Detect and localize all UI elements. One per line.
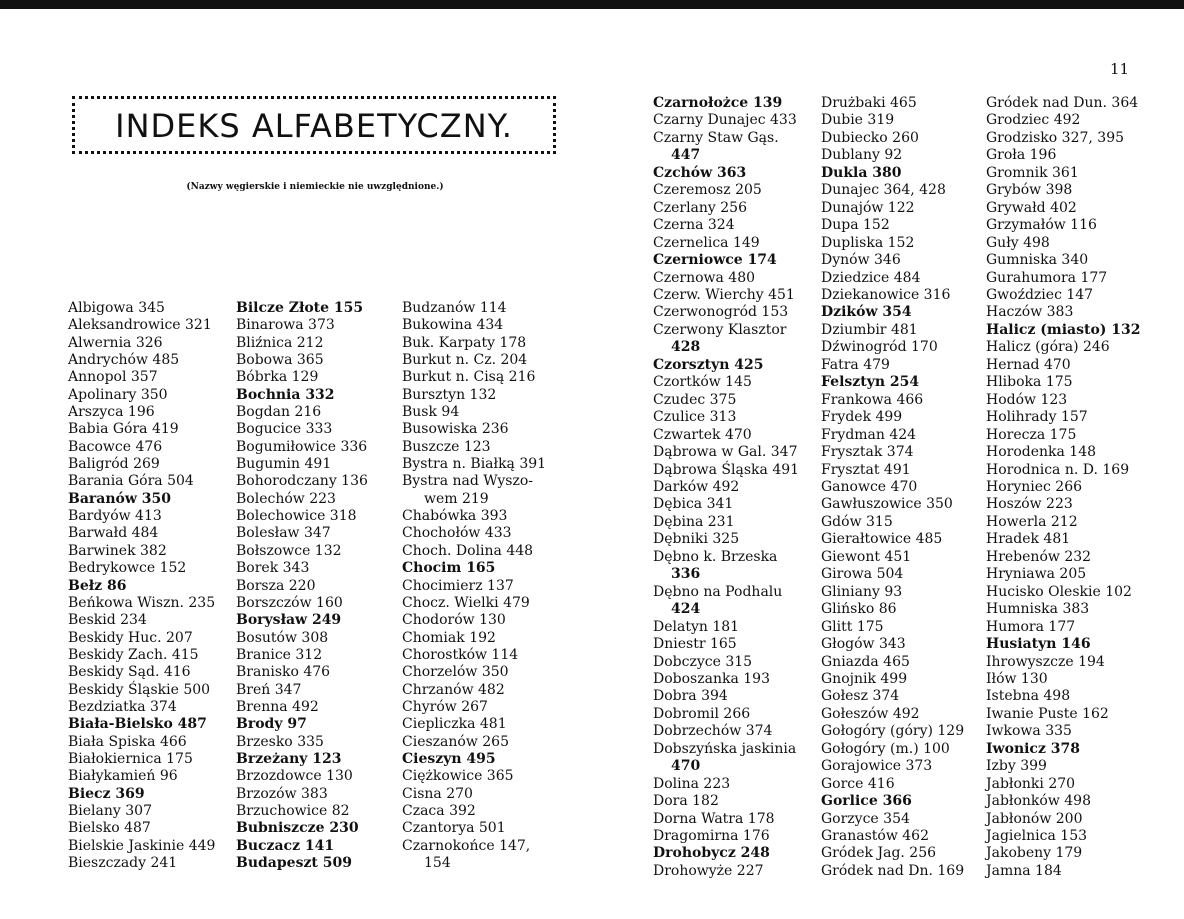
- index-entry: Gołogóry (m.) 100: [821, 740, 950, 757]
- index-entry: Bolechowice 318: [236, 508, 357, 525]
- index-entry: Girowa 504: [821, 566, 904, 583]
- index-entry: Drużbaki 465: [821, 95, 917, 111]
- index-entry: Gołesz 374: [821, 688, 900, 705]
- index-entry: Czerwonogród 153: [653, 304, 789, 321]
- index-entry: Annopol 357: [68, 369, 158, 386]
- index-entry: Barwałd 484: [68, 525, 159, 542]
- page-number: 11: [1110, 60, 1130, 78]
- index-entry: Bogucice 333: [236, 421, 333, 438]
- index-entry: Burkut n. Cisą 216: [402, 369, 536, 386]
- index-entry: Howerla 212: [986, 513, 1078, 530]
- index-entry: Izby 399: [986, 758, 1047, 775]
- index-entry: Branisko 476: [236, 664, 331, 681]
- index-entry: Brody 97: [236, 716, 307, 733]
- index-entry: Czarnokońce 147,: [402, 837, 531, 854]
- index-entry: Alwernia 326: [68, 334, 163, 351]
- index-entry: Humora 177: [986, 618, 1076, 635]
- index-entry: Baranów 350: [68, 490, 172, 507]
- index-entry: Grodziec 492: [986, 112, 1081, 129]
- index-entry: Hernad 470: [986, 356, 1071, 373]
- index-entry: Breń 347: [236, 681, 302, 698]
- index-entry: Albigowa 345: [68, 300, 165, 316]
- index-entry: Bukowina 434: [402, 317, 504, 334]
- index-entry: 154: [424, 855, 451, 871]
- index-entry: Chocim 165: [402, 560, 496, 577]
- index-entry: 470: [671, 758, 701, 775]
- index-entry: Chyrów 267: [402, 698, 488, 715]
- index-entry: Jakobeny 179: [986, 845, 1083, 862]
- index-entry: Czerna 324: [653, 217, 735, 234]
- index-entry: Beskid 234: [68, 612, 147, 629]
- title-frame: [72, 96, 556, 154]
- index-entry: Gierałtowice 485: [821, 531, 943, 548]
- index-entry: Jabłonki 270: [986, 775, 1076, 792]
- index-entry: Czarnołożce 139: [653, 95, 783, 111]
- index-entry: Biecz 369: [68, 785, 145, 802]
- index-entry: Dukla 380: [821, 164, 902, 181]
- index-entry: Bełz 86: [68, 577, 127, 594]
- index-entry: Dobra 394: [653, 688, 728, 705]
- index-entry: Czarny Staw Gąs.: [653, 129, 779, 146]
- index-entry: Bystra nad Wyszo-: [402, 473, 533, 490]
- index-entry: Hradek 481: [986, 531, 1071, 548]
- index-entry: Gołeszów 492: [821, 705, 920, 722]
- index-entry: Hodów 123: [986, 391, 1068, 408]
- index-entry: Chrzanów 482: [402, 681, 505, 698]
- index-entry: Iłów 130: [986, 670, 1048, 687]
- index-entry: Bolesław 347: [236, 525, 331, 542]
- index-entry: Aleksandrowice 321: [68, 317, 212, 334]
- index-entry: Grodzisko 327, 395: [986, 129, 1125, 146]
- index-entry: Brzeżany 123: [236, 750, 342, 767]
- index-entry: Dubie 319: [821, 112, 895, 129]
- index-entry: Dębno k. Brzeska: [653, 548, 778, 565]
- index-entry: Gorajowice 373: [821, 758, 933, 775]
- index-entry: Dunajec 364, 428: [821, 182, 946, 199]
- index-column-3: [402, 300, 546, 872]
- index-entry: Granastów 462: [821, 828, 929, 845]
- index-entry: Bogumiłowice 336: [236, 438, 368, 455]
- index-entry: Bedrykowce 152: [68, 560, 187, 577]
- index-entry: Hryniawa 205: [986, 566, 1087, 583]
- index-entry: Gorlice 366: [821, 793, 912, 810]
- index-entry: Gniazda 465: [821, 653, 910, 670]
- index-entry: Ihrowyszcze 194: [986, 653, 1105, 670]
- index-entry: Apolinary 350: [68, 386, 168, 403]
- index-entry: Jagielnica 153: [986, 828, 1088, 845]
- index-entry: Gródek nad Dun. 364: [986, 95, 1139, 111]
- index-entry: Hliboka 175: [986, 374, 1073, 391]
- index-entry: Iwonicz 378: [986, 740, 1081, 757]
- index-entry: wem 219: [424, 490, 489, 507]
- index-entry: Barwinek 382: [68, 542, 167, 559]
- index-entry: Chochołów 433: [402, 525, 512, 542]
- index-entry: Husiatyn 146: [986, 636, 1091, 653]
- index-entry: Jamna 184: [986, 862, 1062, 879]
- index-column-1: [68, 300, 215, 872]
- index-entry: Dębica 341: [653, 496, 734, 513]
- index-entry: Hucisko Oleskie 102: [986, 583, 1132, 600]
- index-entry: Biała-Bielsko 487: [68, 716, 207, 733]
- index-entry: Dublany 92: [821, 147, 903, 164]
- index-entry: Borysław 249: [236, 612, 342, 629]
- index-entry: Czerw. Wierchy 451: [653, 286, 795, 303]
- index-entry: Frysztat 491: [821, 461, 911, 478]
- index-entry: Halicz (miasto) 132: [986, 321, 1141, 338]
- index-entry: Bielskie Jaskinie 449: [68, 837, 216, 854]
- index-entry: Gumniska 340: [986, 252, 1089, 269]
- index-entry: Chorzelów 350: [402, 664, 509, 681]
- index-entry: 428: [671, 339, 701, 356]
- index-entry: Busk 94: [402, 404, 460, 421]
- index-entry: Bystra n. Białką 391: [402, 456, 547, 473]
- index-entry: 424: [671, 601, 701, 618]
- index-entry: Dzików 354: [821, 304, 912, 321]
- index-entry: Frydek 499: [821, 409, 903, 426]
- index-entry: Giewont 451: [821, 548, 912, 565]
- index-entry: Brenna 492: [236, 698, 319, 715]
- index-entry: Busowiska 236: [402, 421, 509, 438]
- index-entry: Jabłonków 498: [986, 793, 1091, 810]
- index-column-6: [986, 95, 1141, 880]
- index-entry: Bieszczady 241: [68, 855, 178, 871]
- index-entry: Ciężkowice 365: [402, 768, 514, 785]
- index-entry: Cieszanów 265: [402, 733, 509, 750]
- index-entry: Felsztyn 254: [821, 374, 920, 391]
- index-entry: Horodenka 148: [986, 444, 1097, 461]
- index-entry: Choch. Dolina 448: [402, 542, 534, 559]
- index-column-4: [653, 95, 799, 880]
- index-entry: Biała Spiska 466: [68, 733, 187, 750]
- index-entry: Binarowa 373: [236, 317, 335, 334]
- index-entry: Czeremosz 205: [653, 182, 762, 199]
- index-entry: Frysztak 374: [821, 444, 914, 461]
- index-entry: Brzozdowce 130: [236, 768, 353, 785]
- index-entry: Grybów 398: [986, 182, 1073, 199]
- index-entry: Bezdziatka 374: [68, 698, 177, 715]
- index-entry: Gwoździec 147: [986, 286, 1094, 303]
- index-entry: Baligród 269: [68, 456, 160, 473]
- index-entry: Horyniec 266: [986, 478, 1083, 495]
- page-title: INDEKS ALFABETYCZNY.: [115, 107, 513, 145]
- index-entry: Chocimierz 137: [402, 577, 514, 594]
- index-entry: Ciepliczka 481: [402, 716, 507, 733]
- index-entry: Gurahumora 177: [986, 269, 1108, 286]
- index-entry: Czernelica 149: [653, 234, 760, 251]
- index-entry: Bosutów 308: [236, 629, 329, 646]
- index-entry: Ganowce 470: [821, 478, 918, 495]
- index-entry: Gdów 315: [821, 513, 893, 530]
- index-entry: Branice 312: [236, 646, 323, 663]
- index-entry: Białokiernica 175: [68, 750, 193, 767]
- index-entry: Barania Góra 504: [68, 473, 194, 490]
- index-entry: Dolina 223: [653, 775, 731, 792]
- index-entry: Glińsko 86: [821, 601, 897, 618]
- index-entry: Frankowa 466: [821, 391, 924, 408]
- index-entry: Babia Góra 419: [68, 421, 179, 438]
- index-entry: Dźwinogród 170: [821, 339, 938, 356]
- index-entry: Brzesko 335: [236, 733, 324, 750]
- index-entry: Fatra 479: [821, 356, 890, 373]
- index-column-2: [236, 300, 368, 872]
- index-entry: Gnojnik 499: [821, 670, 908, 687]
- index-entry: Holihrady 157: [986, 409, 1088, 426]
- index-entry: Andrychów 485: [68, 352, 180, 369]
- index-entry: Dębina 231: [653, 513, 735, 530]
- index-entry: Czarny Dunajec 433: [653, 112, 797, 129]
- index-entry: Beskidy Śląskie 500: [68, 681, 211, 698]
- index-entry: Bogdan 216: [236, 404, 322, 421]
- index-entry: Bobowa 365: [236, 352, 324, 369]
- index-entry: Czerlany 256: [653, 199, 747, 216]
- index-entry: Cieszyn 495: [402, 750, 496, 767]
- index-entry: Budapeszt 509: [236, 855, 352, 871]
- index-entry: Bielany 307: [68, 802, 152, 819]
- index-entry: Chocz. Wielki 479: [402, 594, 530, 611]
- index-entry: Hrebenów 232: [986, 548, 1092, 565]
- index-entry: Beskidy Sąd. 416: [68, 664, 191, 681]
- index-entry: Grzymałów 116: [986, 217, 1097, 234]
- index-entry: Dziekanowice 316: [821, 286, 951, 303]
- index-entry: Doboszanka 193: [653, 670, 770, 687]
- index-entry: Dora 182: [653, 793, 719, 810]
- index-entry: Czorsztyn 425: [653, 356, 764, 373]
- index-entry: Bursztyn 132: [402, 386, 497, 403]
- index-entry: Buczacz 141: [236, 837, 335, 854]
- index-entry: Czerwony Klasztor: [653, 321, 787, 338]
- index-entry: Bolechów 223: [236, 490, 336, 507]
- index-entry: Dniestr 165: [653, 636, 737, 653]
- index-entry: Dziumbir 481: [821, 321, 918, 338]
- index-entry: Chabówka 393: [402, 508, 508, 525]
- index-entry: 336: [671, 566, 701, 583]
- index-entry: Gromnik 361: [986, 164, 1079, 181]
- index-entry: Halicz (góra) 246: [986, 339, 1110, 356]
- index-entry: Glitt 175: [821, 618, 884, 635]
- index-entry: Brzuchowice 82: [236, 802, 350, 819]
- index-entry: Dobrzechów 374: [653, 723, 773, 740]
- index-entry: Buk. Karpaty 178: [402, 334, 527, 351]
- index-entry: Cisna 270: [402, 785, 473, 802]
- index-entry: Bugumin 491: [236, 456, 332, 473]
- index-entry: Chorostków 114: [402, 646, 519, 663]
- index-entry: Dąbrowa Śląska 491: [653, 461, 800, 478]
- index-entry: Dobszyńska jaskinia: [653, 740, 797, 757]
- index-entry: Czwartek 470: [653, 426, 752, 443]
- index-entry: Borszczów 160: [236, 594, 343, 611]
- index-entry: Bóbrka 129: [236, 369, 319, 386]
- index-entry: Dunajów 122: [821, 199, 915, 216]
- index-entry: Bielsko 487: [68, 820, 151, 837]
- index-entry: Humniska 383: [986, 601, 1090, 618]
- index-entry: Dobczyce 315: [653, 653, 753, 670]
- index-entry: Dupliska 152: [821, 234, 915, 251]
- index-entry: Groła 196: [986, 147, 1057, 164]
- page-subtitle: (Nazwy węgierskie i niemieckie nie uwzględnione.): [186, 182, 444, 192]
- index-entry: Czerniowce 174: [653, 252, 777, 269]
- index-entry: Arszyca 196: [68, 404, 155, 421]
- index-entry: Czaca 392: [402, 802, 476, 819]
- index-entry: Bardyów 413: [68, 508, 162, 525]
- index-entry: Bliźnica 212: [236, 334, 324, 351]
- index-entry: Brzozów 383: [236, 785, 328, 802]
- index-entry: Iwanie Puste 162: [986, 705, 1109, 722]
- index-column-5: [821, 95, 964, 880]
- index-entry: Bochnia 332: [236, 386, 335, 403]
- index-entry: Jabłonów 200: [986, 810, 1083, 827]
- index-entry: Dorna Watra 178: [653, 810, 775, 827]
- index-entry: Białykamień 96: [68, 768, 178, 785]
- index-entry: Gródek Jag. 256: [821, 845, 937, 862]
- index-entry: Gawłuszowice 350: [821, 496, 953, 513]
- index-entry: Czchów 363: [653, 164, 747, 181]
- index-entry: Beńkowa Wiszn. 235: [68, 594, 216, 611]
- index-entry: Drohowyże 227: [653, 862, 764, 879]
- index-entry: Dragomirna 176: [653, 828, 770, 845]
- index-entry: Bacowce 476: [68, 438, 163, 455]
- index-entry: Hoszów 223: [986, 496, 1073, 513]
- index-entry: Dupa 152: [821, 217, 890, 234]
- index-entry: Gorzyce 354: [821, 810, 910, 827]
- index-entry: Dębno na Podhalu: [653, 583, 783, 600]
- index-entry: Horodnica n. D. 169: [986, 461, 1130, 478]
- index-entry: Horecza 175: [986, 426, 1077, 443]
- index-entry: Iwkowa 335: [986, 723, 1072, 740]
- index-entry: Borsza 220: [236, 577, 316, 594]
- index-entry: Czudec 375: [653, 391, 737, 408]
- index-entry: Budzanów 114: [402, 300, 507, 316]
- index-entry: 447: [671, 147, 701, 164]
- index-entry: Guły 498: [986, 234, 1050, 251]
- index-entry: Gliniany 93: [821, 583, 903, 600]
- index-entry: Chodorów 130: [402, 612, 506, 629]
- index-entry: Bubniszcze 230: [236, 820, 359, 837]
- index-entry: Beskidy Zach. 415: [68, 646, 199, 663]
- index-entry: Dobromil 266: [653, 705, 751, 722]
- index-entry: Czantorya 501: [402, 820, 506, 837]
- index-entry: Głogów 343: [821, 636, 906, 653]
- index-entry: Dąbrowa w Gal. 347: [653, 444, 798, 461]
- index-entry: Czulice 313: [653, 409, 737, 426]
- index-entry: Dynów 346: [821, 252, 901, 269]
- index-entry: Gródek nad Dn. 169: [821, 862, 965, 879]
- index-entry: Delatyn 181: [653, 618, 740, 635]
- index-entry: Czernowa 480: [653, 269, 756, 286]
- index-entry: Istebna 498: [986, 688, 1071, 705]
- page-edge-shadow: [0, 0, 1184, 9]
- index-entry: Bohorodczany 136: [236, 473, 368, 490]
- index-entry: Dubiecko 260: [821, 129, 919, 146]
- index-entry: Beskidy Huc. 207: [68, 629, 193, 646]
- index-entry: Burkut n. Cz. 204: [402, 352, 528, 369]
- index-entry: Frydman 424: [821, 426, 917, 443]
- index-entry: Gorce 416: [821, 775, 895, 792]
- index-entry: Buszcze 123: [402, 438, 491, 455]
- index-entry: Haczów 383: [986, 304, 1074, 321]
- index-entry: Czortków 145: [653, 374, 752, 391]
- index-entry: Bołszowce 132: [236, 542, 342, 559]
- index-entry: Bilcze Złote 155: [236, 300, 364, 316]
- index-entry: Borek 343: [236, 560, 310, 577]
- index-entry: Chomiak 192: [402, 629, 496, 646]
- index-entry: Drohobycz 248: [653, 845, 770, 862]
- index-entry: Dębniki 325: [653, 531, 740, 548]
- index-entry: Darków 492: [653, 478, 740, 495]
- index-entry: Gołogóry (góry) 129: [821, 723, 965, 740]
- index-entry: Dziedzice 484: [821, 269, 921, 286]
- index-entry: Grywałd 402: [986, 199, 1077, 216]
